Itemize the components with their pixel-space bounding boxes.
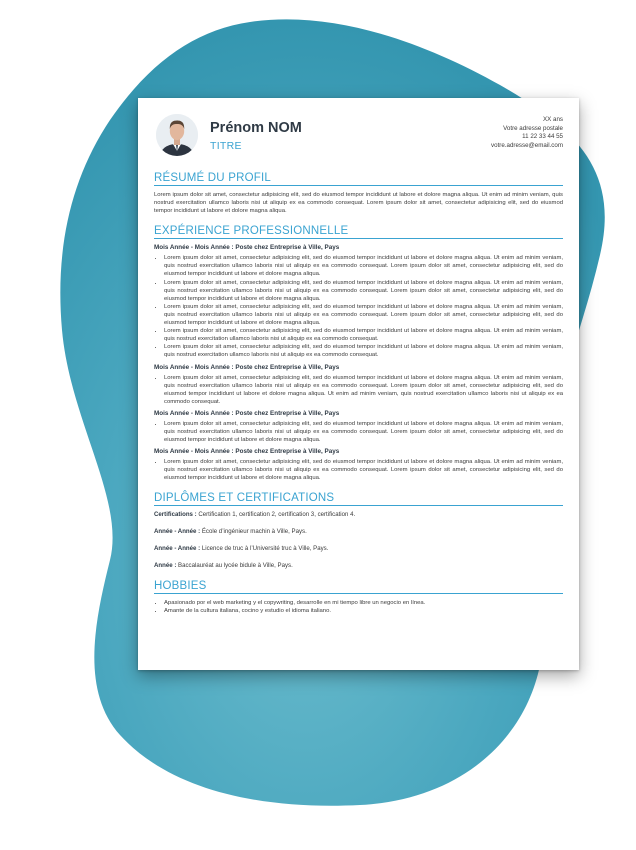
hobby-item: • Apasionado por el web marketing y el copywriting, desarrolle en mi tiempo libre un negocio en línea. [164, 599, 563, 607]
contact-email: votre.adresse@email.com [491, 141, 563, 149]
job-title: Mois Année - Mois Année : Poste chez Entreprise à Ville, Pays [154, 244, 340, 252]
job-title: Mois Année - Mois Année : Poste chez Entreprise à Ville, Pays [154, 409, 340, 417]
person-icon [156, 114, 198, 156]
resume-page [138, 98, 579, 670]
diploma-line [154, 545, 563, 553]
contact-age: XX ans [543, 116, 563, 123]
diploma-text: École d’ingénieur machin à Ville, Pays. [200, 528, 307, 536]
job-bullet: • Lorem ipsum dolor sit amet, consectetur adipisicing elit, sed do eiusmod tempor incididunt ut labore et dolore magna aliqua. Ut enim ad minim veniam, quis nostrud exercitation ullamco laboris nisi ut aliquip ex ea commodo consequat. Lorem ipsum dolor sit amet, consectetur adipisicing elit, sed do eiusmod tempor incididunt ut labore et dolore magna aliqua. [164, 458, 563, 482]
job-bullet: • Lorem ipsum dolor sit amet, consectetur adipisicing elit, sed do eiusmod tempor incididunt ut labore et dolore magna aliqua. Ut enim ad minim veniam, quis nostrud exercitation ullamco laboris nisi ut aliquip ex ea commodo consequat. [164, 343, 563, 359]
job-bullet: • Lorem ipsum dolor sit amet, consectetur adipisicing elit, sed do eiusmod tempor incididunt ut labore et dolore magna aliqua. Ut enim ad minim veniam, quis nostrud exercitation ullamco laboris nisi ut aliquip ex ea commodo consequat. Lorem ipsum dolor sit amet, consectetur adipisicing elit, sed do eiusmod tempor incididunt ut labore et dolore magna aliqua. [164, 303, 563, 327]
candidate-name: Prénom NOM [210, 120, 302, 136]
job-title: Mois Année - Mois Année : Poste chez Entreprise à Ville, Pays [154, 448, 340, 456]
profile-section-title: RÉSUMÉ DU PROFIL [154, 172, 563, 186]
diplomas-section-title: DIPLÔMES ET CERTIFICATIONS [154, 492, 563, 506]
profile-summary: Lorem ipsum dolor sit amet, consectetur adipisicing elit, sed do eiusmod tempor incididunt ut labore et dolore magna aliqua. Ut enim ad minim veniam, quis nostrud exercitation ullamco laboris nisi ut aliquip ex ea commodo consequat. Lorem ipsum dolor sit amet, consectetur adipisicing elit, sed do eiusmod tempor incididunt ut labore et dolore magna aliqua. [154, 192, 563, 215]
diploma-label: Certifications : [154, 511, 197, 519]
diploma-label: Année : [154, 562, 177, 570]
diploma-line [154, 562, 563, 570]
job-bullet: • Lorem ipsum dolor sit amet, consectetur adipisicing elit, sed do eiusmod tempor incididunt ut labore et dolore magna aliqua. Ut enim ad minim veniam, quis nostrud exercitation ullamco laboris nisi ut aliquip ex ea commodo consequat. Lorem ipsum dolor sit amet, consectetur adipisicing elit, sed do eiusmod tempor incididunt ut labore et dolore magna aliqua. [164, 254, 563, 278]
resume-header [154, 112, 563, 170]
hobbies-section-title: HOBBIES [154, 580, 563, 594]
hobby-item: • Amante de la cultura italiana, cocino y estudio el idioma italiano. [164, 607, 563, 615]
diploma-line [154, 528, 563, 536]
diploma-line [154, 511, 563, 519]
diploma-label: Année - Année : [154, 545, 201, 553]
job-bullets [154, 254, 563, 359]
job-bullet: • Lorem ipsum dolor sit amet, consectetur adipisicing elit, sed do eiusmod tempor incididunt ut labore et dolore magna aliqua. Ut enim ad minim veniam, quis nostrud exercitation ullamco laboris nisi ut aliquip ex ea commodo consequat. [164, 327, 563, 343]
job-bullet: • Lorem ipsum dolor sit amet, consectetur adipisicing elit, sed do eiusmod tempor incididunt ut labore et dolore magna aliqua. Ut enim ad minim veniam, quis nostrud exercitation ullamco laboris nisi ut aliquip ex ea commodo consequat. Lorem ipsum dolor sit amet, consectetur adipisicing elit, sed do eiusmod tempor incididunt ut labore et dolore magna aliqua. [164, 420, 563, 444]
diploma-text: Certification 1, certification 2, certification 3, certification 4. [196, 511, 356, 519]
job-bullets [154, 374, 563, 406]
diploma-text: Baccalauréat au lycée bidule à Ville, Pays. [176, 562, 293, 570]
contact-block [491, 116, 563, 150]
job-bullet: • Lorem ipsum dolor sit amet, consectetur adipisicing elit, sed do eiusmod tempor incididunt ut labore et dolore magna aliqua. Ut enim ad minim veniam, quis nostrud exercitation ullamco laboris nisi ut aliquip ex ea commodo consequat. Lorem ipsum dolor sit amet, consectetur adipisicing elit, sed do eiusmod tempor incididunt ut labore et dolore magna aliqua. [164, 279, 563, 303]
profile-photo [156, 114, 198, 156]
job-bullets [154, 420, 563, 444]
job-bullet: • Lorem ipsum dolor sit amet, consectetur adipisicing elit, sed do eiusmod tempor incididunt ut labore et dolore magna aliqua. Ut enim ad minim veniam, quis nostrud exercitation ullamco laboris nisi ut aliquip ex ea commodo consequat. Lorem ipsum dolor sit amet, consectetur adipisicing elit, sed do eiusmod tempor incididunt ut labore et dolore magna aliqua. Ut enim ad minim veniam, quis nostrud exercitation ullamco laboris nisi ut aliquip ex ea commodo consequat. [164, 374, 563, 406]
experience-section-title: EXPÉRIENCE PROFESSIONNELLE [154, 225, 563, 239]
contact-address: Votre adresse postale [503, 124, 563, 132]
job-bullets [154, 458, 563, 482]
job-title: Mois Année - Mois Année : Poste chez Entreprise à Ville, Pays [154, 363, 340, 371]
contact-phone: 11 22 33 44 55 [522, 133, 563, 141]
candidate-title: TITRE [210, 140, 242, 152]
diploma-label: Année - Année : [154, 528, 201, 536]
hobbies-list [154, 599, 563, 615]
diploma-text: Licence de truc à l’Université truc à Ville, Pays. [200, 545, 329, 553]
